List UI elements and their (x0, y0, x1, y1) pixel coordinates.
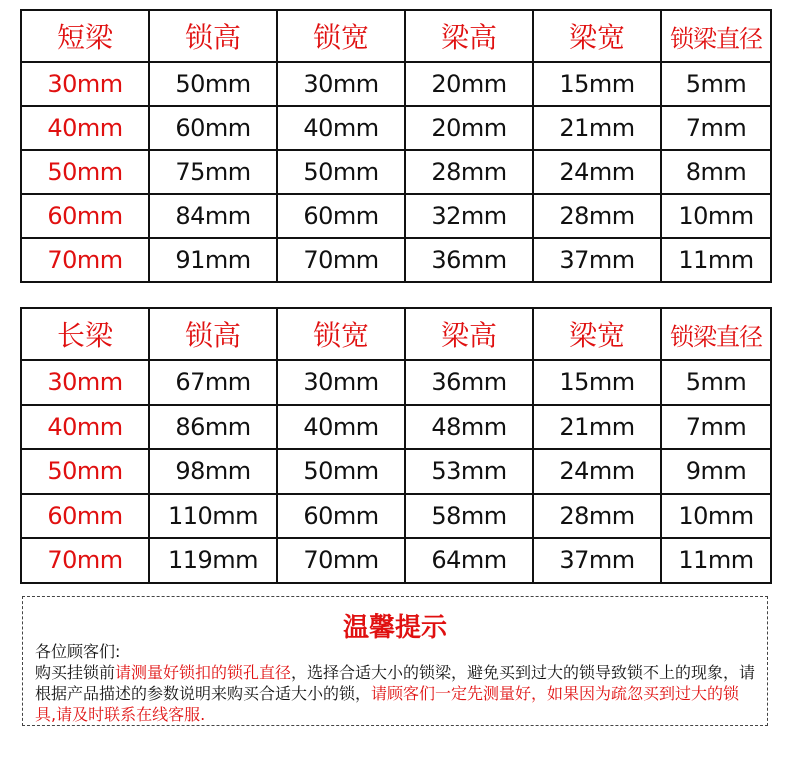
header-cell: 锁梁直径 (661, 308, 771, 360)
header-cell: 锁宽 (277, 10, 405, 62)
value-cell: 98mm (149, 449, 277, 494)
value-cell: 70mm (277, 238, 405, 282)
value-cell: 30mm (277, 62, 405, 106)
warm-tips-title: 温馨提示 (342, 613, 447, 643)
value-cell: 28mm (533, 494, 661, 539)
value-cell: 75mm (149, 150, 277, 194)
value-cell: 11mm (661, 538, 771, 583)
value-cell: 11mm (661, 238, 771, 282)
size-cell: 60mm (21, 494, 149, 539)
table-row (21, 194, 771, 238)
header-cell: 短梁 (21, 10, 149, 62)
table-row (21, 494, 771, 539)
value-cell: 84mm (149, 194, 277, 238)
value-cell: 36mm (405, 238, 533, 282)
header-cell: 锁高 (149, 10, 277, 62)
table-row (21, 405, 771, 450)
value-cell: 70mm (277, 538, 405, 583)
value-cell: 20mm (405, 62, 533, 106)
value-cell: 40mm (277, 405, 405, 450)
value-cell: 58mm (405, 494, 533, 539)
size-cell: 60mm (21, 194, 149, 238)
value-cell: 48mm (405, 405, 533, 450)
value-cell: 24mm (533, 150, 661, 194)
table-row (21, 449, 771, 494)
table-row (21, 360, 771, 405)
size-cell: 50mm (21, 449, 149, 494)
value-cell: 15mm (533, 360, 661, 405)
value-cell: 8mm (661, 150, 771, 194)
header-cell: 锁高 (149, 308, 277, 360)
size-cell: 30mm (21, 62, 149, 106)
value-cell: 60mm (277, 194, 405, 238)
value-cell: 60mm (277, 494, 405, 539)
value-cell: 21mm (533, 405, 661, 450)
header-cell: 梁宽 (533, 10, 661, 62)
size-cell: 40mm (21, 405, 149, 450)
warm-tips-box (22, 596, 768, 726)
value-cell: 9mm (661, 449, 771, 494)
value-cell: 36mm (405, 360, 533, 405)
value-cell: 37mm (533, 538, 661, 583)
table-row (21, 538, 771, 583)
table-header-row (21, 10, 771, 62)
value-cell: 15mm (533, 62, 661, 106)
table-row (21, 106, 771, 150)
header-cell: 梁高 (405, 10, 533, 62)
value-cell: 64mm (405, 538, 533, 583)
value-cell: 21mm (533, 106, 661, 150)
header-cell: 长梁 (21, 308, 149, 360)
size-cell: 40mm (21, 106, 149, 150)
value-cell: 28mm (405, 150, 533, 194)
tips-part-2-highlight: 请测量好锁扣的锁孔直径 (115, 663, 292, 682)
header-cell: 梁宽 (533, 308, 661, 360)
header-cell: 锁梁直径 (661, 10, 771, 62)
table-header-row (21, 308, 771, 360)
short-beam-table-body (21, 10, 771, 282)
value-cell: 91mm (149, 238, 277, 282)
value-cell: 7mm (661, 405, 771, 450)
tips-part-4-highlight: 请顾客们一定先测量好，如果因为疏忽买到过大的锁具,请及时联系在线客服. (35, 684, 740, 724)
value-cell: 5mm (661, 360, 771, 405)
value-cell: 119mm (149, 538, 277, 583)
warm-tips-text (35, 641, 757, 725)
value-cell: 86mm (149, 405, 277, 450)
value-cell: 53mm (405, 449, 533, 494)
value-cell: 7mm (661, 106, 771, 150)
value-cell: 110mm (149, 494, 277, 539)
warm-tips-greeting: 各位顾客们: (35, 642, 121, 661)
value-cell: 30mm (277, 360, 405, 405)
value-cell: 37mm (533, 238, 661, 282)
header-cell: 锁宽 (277, 308, 405, 360)
value-cell: 50mm (149, 62, 277, 106)
tips-part-3: ，选择合适大小的锁梁，避免买到过大的锁导致锁不上的现象，请根据产品描述的参数说明来购买合适大小的锁， (35, 663, 756, 703)
value-cell: 28mm (533, 194, 661, 238)
table-row (21, 62, 771, 106)
table-row (21, 238, 771, 282)
value-cell: 67mm (149, 360, 277, 405)
value-cell: 50mm (277, 449, 405, 494)
value-cell: 32mm (405, 194, 533, 238)
value-cell: 24mm (533, 449, 661, 494)
value-cell: 50mm (277, 150, 405, 194)
value-cell: 40mm (277, 106, 405, 150)
tips-part-1: 购买挂锁前 (35, 663, 116, 682)
warm-tips-paragraph (35, 662, 757, 725)
table-row (21, 150, 771, 194)
size-cell: 30mm (21, 360, 149, 405)
size-cell: 50mm (21, 150, 149, 194)
value-cell: 10mm (661, 194, 771, 238)
size-cell: 70mm (21, 538, 149, 583)
header-cell: 梁高 (405, 308, 533, 360)
size-cell: 70mm (21, 238, 149, 282)
long-beam-table (20, 307, 772, 584)
short-beam-table (20, 9, 772, 283)
value-cell: 60mm (149, 106, 277, 150)
long-beam-table-body (21, 308, 771, 583)
value-cell: 20mm (405, 106, 533, 150)
value-cell: 10mm (661, 494, 771, 539)
value-cell: 5mm (661, 62, 771, 106)
